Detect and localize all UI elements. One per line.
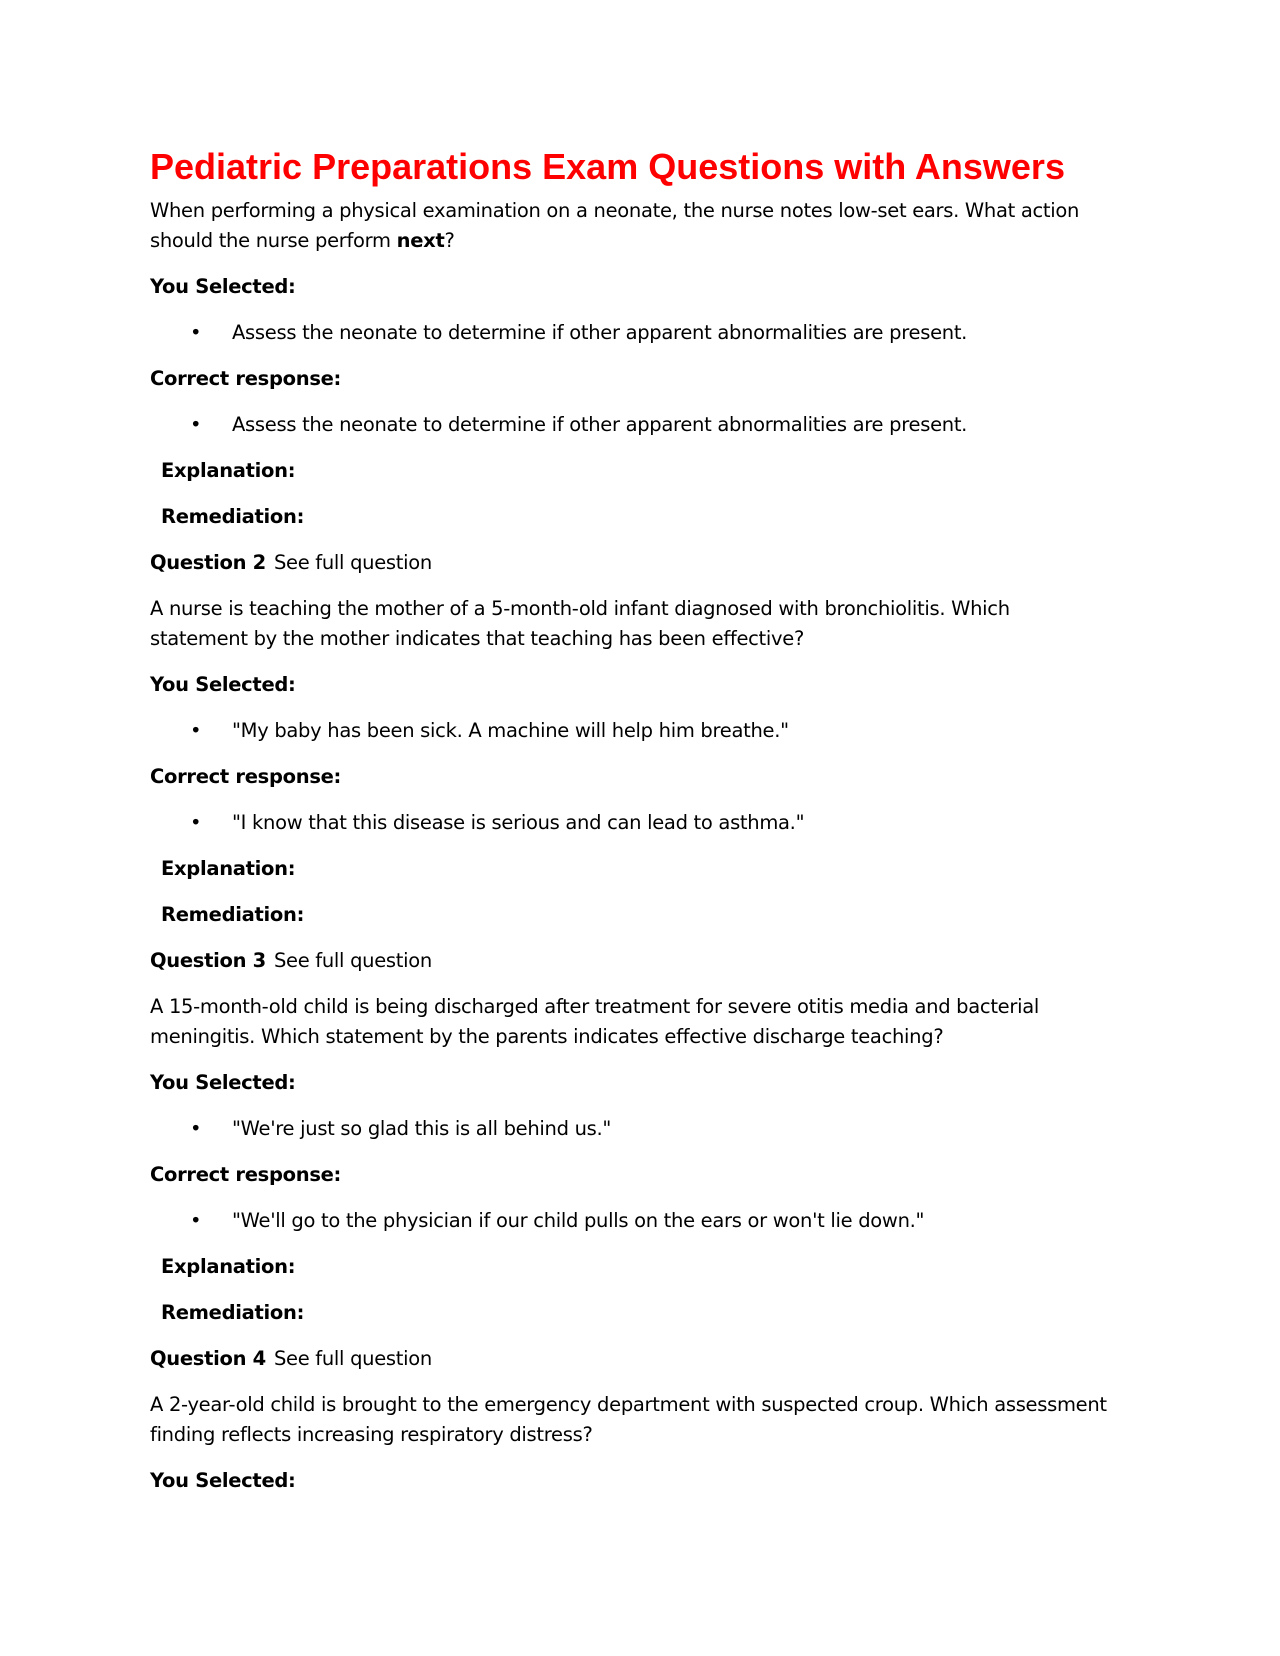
you-selected-label: You Selected:	[150, 1071, 296, 1094]
see-full-question-link[interactable]: See full question	[273, 1347, 432, 1370]
correct-answer-text: Assess the neonate to determine if other apparent abnormalities are present.	[232, 413, 968, 436]
question-2-header	[150, 548, 1110, 578]
see-full-question-link[interactable]: See full question	[273, 949, 432, 972]
question-4-header	[150, 1344, 1110, 1374]
bullet-icon: •	[190, 811, 202, 834]
you-selected-label: You Selected:	[150, 673, 296, 696]
explanation-label: Explanation:	[161, 459, 296, 482]
correct-answer-text: "We'll go to the physician if our child pulls on the ears or won't lie down."	[232, 1209, 925, 1232]
correct-answer	[150, 410, 1110, 440]
correct-answer-text: "I know that this disease is serious and can lead to asthma."	[232, 811, 805, 834]
question-number: Question 4	[150, 1347, 266, 1370]
you-selected-label: You Selected:	[150, 275, 296, 298]
remediation-label: Remediation:	[161, 1301, 305, 1324]
selected-answer-text: Assess the neonate to determine if other apparent abnormalities are present.	[232, 321, 968, 344]
bullet-icon: •	[190, 1209, 202, 1232]
correct-answer	[150, 808, 1110, 838]
see-full-question-link[interactable]: See full question	[273, 551, 432, 574]
correct-response-label: Correct response:	[150, 765, 342, 788]
question-2-text: A nurse is teaching the mother of a 5-month-old infant diagnosed with bronchiolitis. Which statement by the mother indicates that teaching has been effective?	[150, 597, 1010, 650]
question-4-text: A 2-year-old child is brought to the emergency department with suspected croup. Which assessment finding reflects increasing respiratory distress?	[150, 1393, 1107, 1446]
bullet-icon: •	[190, 413, 202, 436]
correct-response-label: Correct response:	[150, 367, 342, 390]
you-selected-label: You Selected:	[150, 1469, 296, 1492]
selected-answer-text: "My baby has been sick. A machine will help him breathe."	[232, 719, 789, 742]
question-1-text-end: ?	[444, 229, 455, 252]
explanation-label: Explanation:	[161, 1255, 296, 1278]
document-page	[150, 146, 1110, 1496]
question-1-text-start: When performing a physical examination on a neonate, the nurse notes low-set ears. What action should the nurse perform	[150, 199, 1080, 252]
remediation-label: Remediation:	[161, 903, 305, 926]
question-1	[150, 196, 1110, 532]
bullet-icon: •	[190, 719, 202, 742]
selected-answer	[150, 716, 1110, 746]
question-3-header	[150, 946, 1110, 976]
correct-response-label: Correct response:	[150, 1163, 342, 1186]
remediation-label: Remediation:	[161, 505, 305, 528]
selected-answer	[150, 318, 1110, 348]
question-number: Question 3	[150, 949, 266, 972]
bullet-icon: •	[190, 1117, 202, 1140]
correct-answer	[150, 1206, 1110, 1236]
explanation-label: Explanation:	[161, 857, 296, 880]
question-4	[150, 1344, 1110, 1496]
bullet-icon: •	[190, 321, 202, 344]
question-1-text-emphasis: next	[396, 229, 445, 252]
selected-answer	[150, 1114, 1110, 1144]
question-2	[150, 548, 1110, 930]
question-3	[150, 946, 1110, 1328]
document-title: Pediatric Preparations Exam Questions with Answers	[150, 146, 1065, 187]
question-3-text: A 15-month-old child is being discharged after treatment for severe otitis media and bacterial meningitis. Which statement by the parents indicates effective discharge teaching?	[150, 995, 1039, 1048]
question-1-text	[150, 196, 1110, 256]
question-number: Question 2	[150, 551, 266, 574]
selected-answer-text: "We're just so glad this is all behind us."	[232, 1117, 612, 1140]
